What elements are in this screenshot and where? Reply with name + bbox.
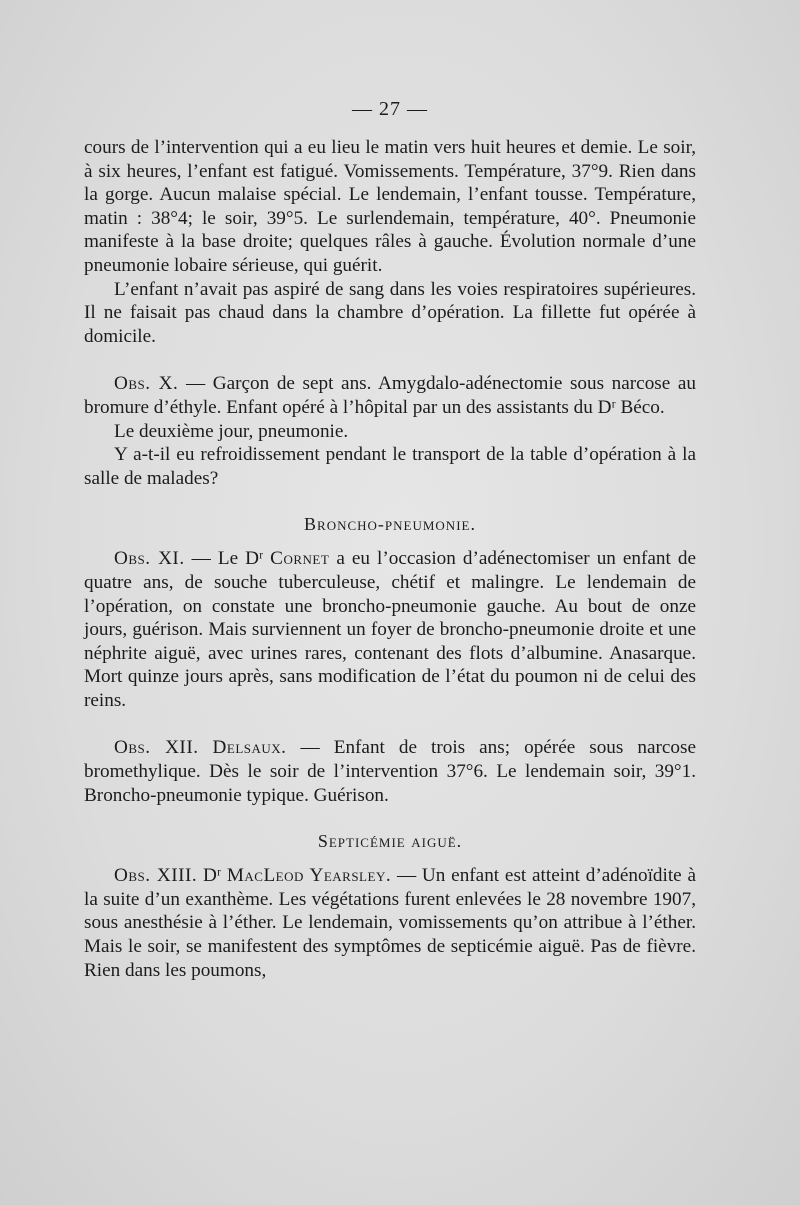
observation-xiii: [84, 864, 696, 982]
observation-xi-text: a eu l’occasion d’adénectomiser un enfant de quatre ans, de souche tuberculeuse, chétif et malingre. Le lendemain de l’opération, on constate une broncho-pneumonie gauche. Au bout de onze jours, guérison. Mais surviennent un foyer de broncho-pneumonie droite et une néphrite aiguë, avec urines rares, contenant des flots d’albumine. Anasarque. Mort quinze jours après, sans modification de l’état du poumon ni de celui des reins.: [84, 548, 696, 711]
section-heading-septicemie: Septicémie aiguë.: [317, 831, 463, 852]
observation-x-line3: Y a-t-il eu refroidissement pendant le transport de la table d’opération à la salle de malades?: [84, 444, 696, 489]
page-number: — 27 —: [352, 98, 428, 120]
observation-xii: [84, 736, 696, 807]
observation-x-label: Obs. X.: [114, 373, 179, 395]
observation-xii-name: Delsaux.: [212, 737, 287, 759]
observation-xii-text: — Enfant de trois ans; opérée sous narcose bromethylique. Dès le soir de l’intervention 37°6. Le lendemain soir, 39°1. Broncho-pneumonie typique. Guérison.: [84, 737, 696, 806]
observation-xiii-label: Obs. XIII.: [114, 865, 198, 887]
intro-paragraph-2: L’enfant n’avait pas aspiré de sang dans les voies respiratoires supérieures. Il ne faisait pas chaud dans la chambre d’opération. La fillette fut opérée à domicile.: [84, 278, 696, 347]
observation-xi-pre: — Le Dʳ: [184, 548, 271, 570]
observation-xi: [84, 547, 696, 712]
observation-xiii-name: MacLeod Yearsley.: [226, 865, 392, 887]
observation-xi-name: Cornet: [270, 548, 330, 570]
observation-xii-label: Obs. XII.: [114, 737, 199, 759]
observation-xi-label: Obs. XI.: [114, 548, 185, 570]
observation-xiii-pre: Dʳ: [197, 865, 227, 887]
observation-x-line2: Le deuxième jour, pneumonie.: [114, 420, 349, 442]
section-heading-broncho-pneumonie: Broncho-pneumonie.: [304, 514, 476, 535]
observation-x-text: — Garçon de sept ans. Amygdalo-adénectomie sous narcose au bromure d’éthyle. Enfant opéré à l’hôpital par un des assistants du Dʳ Béco.: [84, 373, 696, 418]
observation-xiii-text: — Un enfant est atteint d’adénoïdite à la suite d’un exanthème. Les végétations furent enlevées le 28 novembre 1907, sous anesthésie à l’éther. Le lendemain, vomissements qu’on attribue à l’éther. Mais le soir, se manifestent des symptômes de septicémie aiguë. Pas de fièvre. Rien dans les poumons,: [84, 865, 697, 981]
intro-paragraph-1: cours de l’intervention qui a eu lieu le matin vers huit heures et demie. Le soir, à six heures, l’enfant est fatigué. Vomissements. Température, 37°9. Rien dans la gorge. Aucun malaise spécial. Le lendemain, l’enfant tousse. Température, matin : 38°4; le soir, 39°5. Le surlendemain, température, 40°. Pneumonie manifeste à la base droite; quelques râles à gauche. Évolution normale d’une pneumonie lobaire sérieuse, qui guérit.: [84, 137, 696, 276]
observation-x: [84, 372, 696, 419]
